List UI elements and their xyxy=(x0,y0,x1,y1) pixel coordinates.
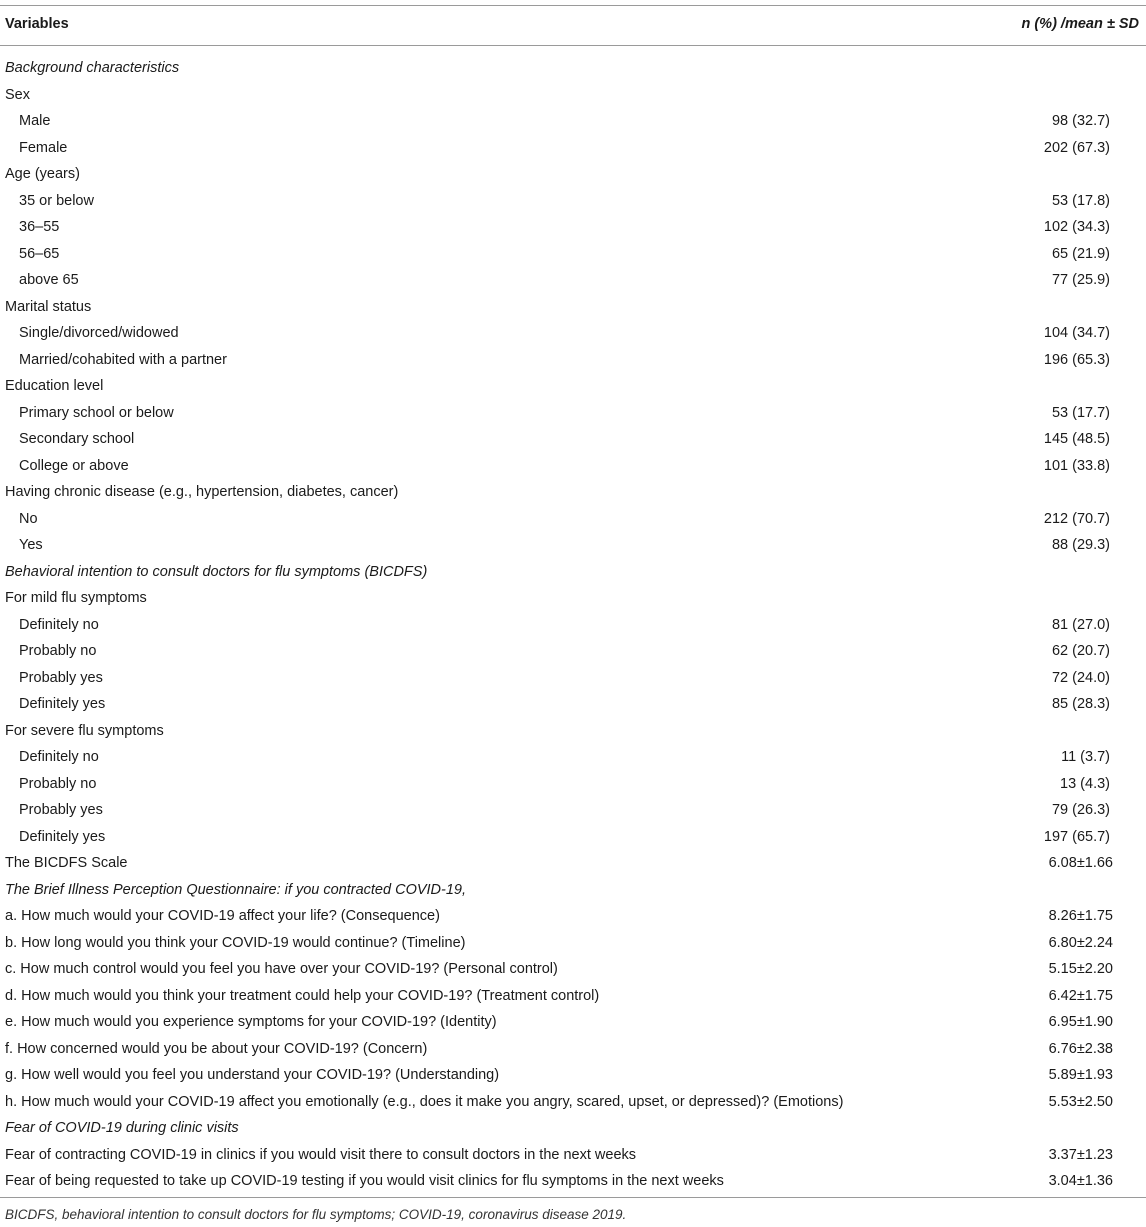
row-value: 6.76±2.38 xyxy=(1048,1040,1113,1057)
row-label: Definitely no xyxy=(19,749,99,765)
table-row xyxy=(0,744,1146,771)
table-row xyxy=(0,532,1146,559)
row-label: Probably yes xyxy=(19,802,103,818)
table-row xyxy=(0,1115,1146,1142)
table-row xyxy=(0,1062,1146,1089)
row-label: For mild flu symptoms xyxy=(5,590,147,606)
table-row xyxy=(0,1142,1146,1169)
table-row xyxy=(0,956,1146,983)
row-value: 81 (27.0) xyxy=(1051,616,1110,633)
row-value: 85 (28.3) xyxy=(1051,696,1110,712)
table-header xyxy=(0,6,1146,45)
row-value: 6.08±1.66 xyxy=(1048,855,1113,871)
row-label: Secondary school xyxy=(19,431,135,447)
row-label: d. How much would you think your treatment could help your COVID-19? (Treatment control) xyxy=(5,987,600,1004)
table-row xyxy=(0,691,1146,718)
row-label: Definitely yes xyxy=(19,828,106,845)
table-row xyxy=(0,903,1146,930)
row-value: 5.89±1.93 xyxy=(1048,1067,1113,1083)
row-value: 62 (20.7) xyxy=(1051,643,1110,659)
row-label: Probably yes xyxy=(19,669,103,686)
table-row xyxy=(0,585,1146,612)
table-row xyxy=(0,320,1146,347)
row-value: 6.95±1.90 xyxy=(1048,1014,1113,1030)
row-value: 212 (70.7) xyxy=(1043,510,1110,527)
table-row xyxy=(0,373,1146,400)
row-value: 77 (25.9) xyxy=(1051,272,1110,288)
table-body xyxy=(0,55,1146,1195)
row-label: 56–65 xyxy=(19,245,60,262)
bottom-rule xyxy=(0,1197,1146,1198)
row-label: Primary school or below xyxy=(19,404,174,421)
section-heading: Background characteristics xyxy=(5,60,180,76)
table-row xyxy=(0,479,1146,506)
section-heading: Behavioral intention to consult doctors for flu symptoms (BICDFS) xyxy=(5,563,428,580)
row-label: Fear of being requested to take up COVID-19 testing if you would visit clinics for flu symptoms in the next weeks xyxy=(5,1173,724,1189)
table-row xyxy=(0,400,1146,427)
row-value: 101 (33.8) xyxy=(1043,457,1110,474)
row-value: 6.42±1.75 xyxy=(1048,987,1113,1004)
row-value: 98 (32.7) xyxy=(1051,113,1110,129)
table-row xyxy=(0,506,1146,533)
table-row xyxy=(0,877,1146,904)
row-value: 53 (17.8) xyxy=(1051,192,1110,209)
row-label: Having chronic disease (e.g., hypertension, diabetes, cancer) xyxy=(5,484,399,500)
row-label: For severe flu symptoms xyxy=(5,722,164,739)
table-row xyxy=(0,135,1146,162)
table-row xyxy=(0,1009,1146,1036)
table-row xyxy=(0,930,1146,957)
row-value: 13 (4.3) xyxy=(1060,775,1110,792)
row-value: 197 (65.7) xyxy=(1043,828,1110,845)
row-label: b. How long would you think your COVID-19 would continue? (Timeline) xyxy=(5,934,466,951)
table-row xyxy=(0,771,1146,798)
row-value: 88 (29.3) xyxy=(1051,537,1110,553)
row-label: Single/divorced/widowed xyxy=(19,325,179,341)
row-value: 145 (48.5) xyxy=(1043,431,1110,447)
row-value: 79 (26.3) xyxy=(1051,802,1110,818)
row-label: Sex xyxy=(5,86,30,103)
row-label: c. How much control would you feel you have over your COVID-19? (Personal control) xyxy=(5,961,558,977)
row-label: e. How much would you experience symptoms for your COVID-19? (Identity) xyxy=(5,1014,497,1030)
table-row xyxy=(0,347,1146,374)
row-label: Female xyxy=(19,139,68,156)
table-row xyxy=(0,108,1146,135)
row-label: Age (years) xyxy=(5,166,80,182)
table-row xyxy=(0,426,1146,453)
table-row xyxy=(0,665,1146,692)
row-value: 104 (34.7) xyxy=(1043,325,1110,341)
row-value: 5.15±2.20 xyxy=(1048,961,1113,977)
table-row xyxy=(0,55,1146,82)
table-row xyxy=(0,983,1146,1010)
row-value: 3.37±1.23 xyxy=(1048,1146,1113,1163)
row-label: Fear of contracting COVID-19 in clinics if you would visit there to consult doctors in the next weeks xyxy=(5,1146,637,1163)
row-label: College or above xyxy=(19,457,129,474)
table-row xyxy=(0,267,1146,294)
row-value: 53 (17.7) xyxy=(1051,404,1110,421)
row-value: 196 (65.3) xyxy=(1043,351,1110,368)
row-label: above 65 xyxy=(19,272,79,288)
row-label: Married/cohabited with a partner xyxy=(19,351,227,368)
table-row xyxy=(0,241,1146,268)
section-heading: The Brief Illness Perception Questionnaire: if you contracted COVID-19, xyxy=(5,881,466,898)
table-footnote: BICDFS, behavioral intention to consult doctors for flu symptoms; COVID-19, coronavirus disease 2019. xyxy=(5,1207,627,1222)
row-label: Definitely yes xyxy=(19,696,106,712)
section-heading: Fear of COVID-19 during clinic visits xyxy=(5,1120,239,1136)
table-row xyxy=(0,1036,1146,1063)
row-value: 3.04±1.36 xyxy=(1048,1173,1113,1189)
table-row xyxy=(0,718,1146,745)
table-row xyxy=(0,161,1146,188)
header-variables: Variables xyxy=(5,16,69,32)
row-label: 36–55 xyxy=(19,219,60,235)
row-label: Yes xyxy=(19,537,43,553)
row-label: Probably no xyxy=(19,775,97,792)
table-row xyxy=(0,797,1146,824)
row-label: Male xyxy=(19,113,51,129)
row-label: Marital status xyxy=(5,298,92,315)
row-label: The BICDFS Scale xyxy=(5,855,128,871)
table-row xyxy=(0,188,1146,215)
row-label: Probably no xyxy=(19,643,97,659)
row-label: Education level xyxy=(5,378,104,394)
table-row xyxy=(0,82,1146,109)
header-rule xyxy=(0,45,1146,46)
table-row xyxy=(0,214,1146,241)
row-label: 35 or below xyxy=(19,192,94,209)
table-row xyxy=(0,612,1146,639)
row-value: 5.53±2.50 xyxy=(1048,1093,1113,1110)
row-label: Definitely no xyxy=(19,616,99,633)
row-value: 65 (21.9) xyxy=(1051,245,1110,262)
row-value: 6.80±2.24 xyxy=(1048,934,1113,951)
table-row xyxy=(0,1168,1146,1195)
table-row xyxy=(0,559,1146,586)
table-row xyxy=(0,294,1146,321)
row-value: 72 (24.0) xyxy=(1051,669,1110,686)
row-label: f. How concerned would you be about your COVID-19? (Concern) xyxy=(5,1040,428,1057)
row-value: 102 (34.3) xyxy=(1043,219,1110,235)
table-row xyxy=(0,850,1146,877)
table-row xyxy=(0,638,1146,665)
table-row xyxy=(0,1089,1146,1116)
row-value: 11 (3.7) xyxy=(1061,749,1110,765)
row-label: h. How much would your COVID-19 affect you emotionally (e.g., does it make you angry, scared, upset, or depressed)? (Emotions) xyxy=(5,1093,844,1110)
row-value: 202 (67.3) xyxy=(1043,139,1110,156)
header-value: n (%) /mean ± SD xyxy=(1021,16,1139,32)
table-row xyxy=(0,453,1146,480)
row-value: 8.26±1.75 xyxy=(1048,908,1113,924)
row-label: a. How much would your COVID-19 affect your life? (Consequence) xyxy=(5,908,440,924)
table-row xyxy=(0,824,1146,851)
row-label: No xyxy=(19,510,38,527)
row-label: g. How well would you feel you understand your COVID-19? (Understanding) xyxy=(5,1067,500,1083)
